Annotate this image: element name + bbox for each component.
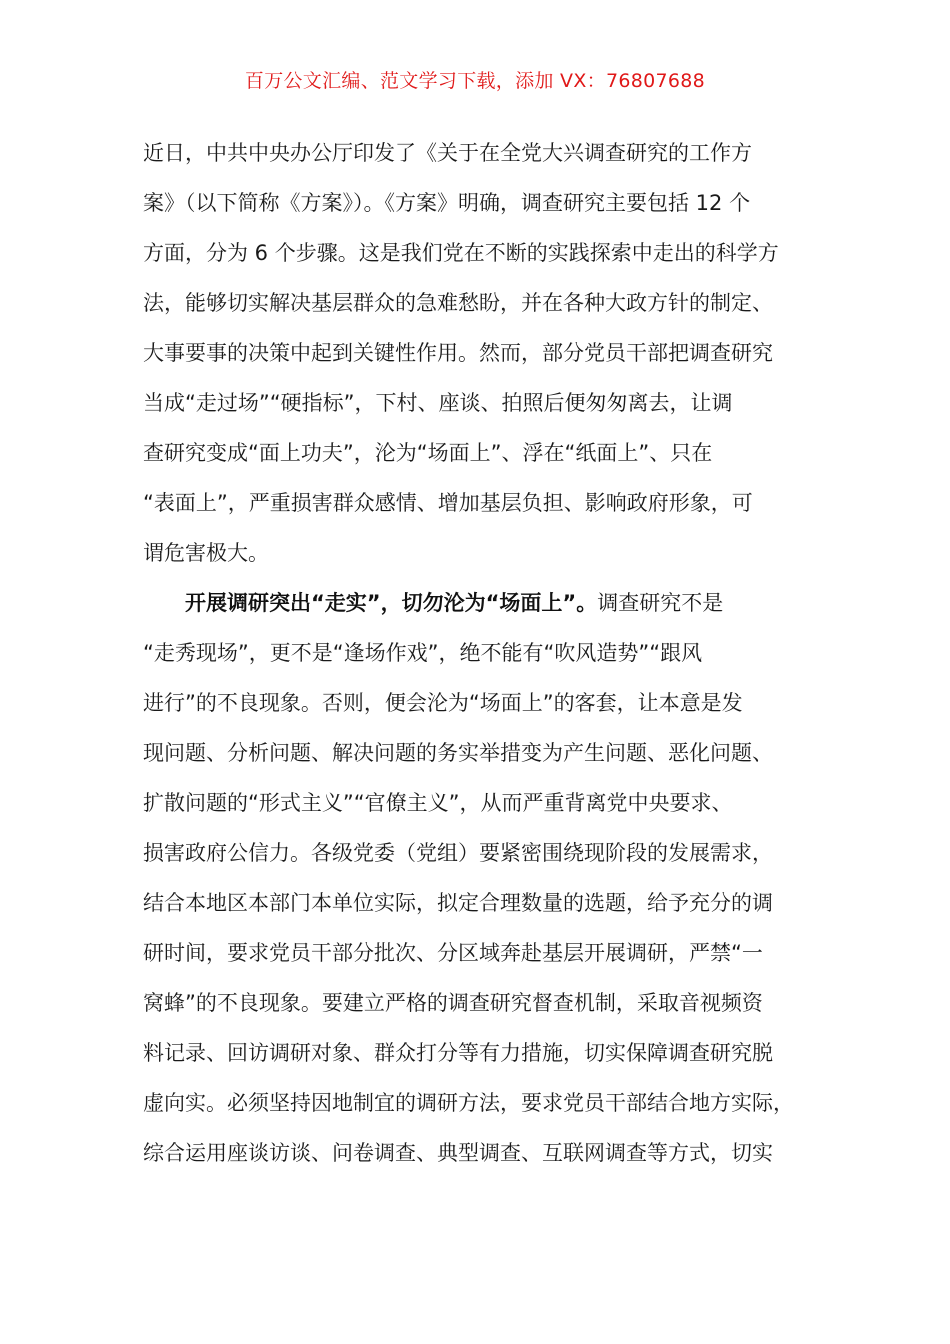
heading-continuation: 调查研究不是: [597, 591, 724, 615]
paragraph-field-research: [143, 578, 811, 1178]
article-body: [143, 128, 811, 1178]
text-line: 研时间，要求党员干部分批次、分区域奔赴基层开展调研，严禁“一: [143, 941, 763, 965]
text-line-first: [143, 578, 811, 628]
promo-header: 百万公文汇编、范文学习下载，添加 VX：76807688: [244, 70, 706, 92]
text-line: 综合运用座谈访谈、问卷调查、典型调查、互联网调查等方式，切实: [143, 1141, 773, 1165]
text-line: 结合本地区本部门本单位实际，拟定合理数量的选题，给予充分的调: [143, 891, 773, 915]
text-line: 大事要事的决策中起到关键性作用。然而，部分党员干部把调查研究: [143, 341, 773, 365]
text-line: 现问题、分析问题、解决问题的务实举措变为产生问题、恶化问题、: [143, 741, 773, 765]
text-line: 损害政府公信力。各级党委（党组）要紧密围绕现阶段的发展需求，: [143, 841, 773, 865]
text-line: 案》（以下简称《方案》）。《方案》明确，调查研究主要包括 12 个: [143, 191, 751, 215]
text-line: 方面，分为 6 个步骤。这是我们党在不断的实践探索中走出的科学方: [143, 241, 779, 265]
section-heading: 开展调研突出“走实”，切勿沦为“场面上”。: [185, 591, 598, 615]
text-line: 虚向实。必须坚持因地制宜的调研方法，要求党员干部结合地方实际，: [143, 1091, 794, 1115]
text-line: 法，能够切实解决基层群众的急难愁盼，并在各种大政方针的制定、: [143, 291, 773, 315]
text-line: 料记录、回访调研对象、群众打分等有力措施，切实保障调查研究脱: [143, 1041, 773, 1065]
text-line: 窝蜂”的不良现象。要建立严格的调查研究督查机制，采取音视频资: [143, 991, 763, 1015]
paragraph-intro: [143, 128, 811, 578]
text-line: 查研究变成“面上功夫”，沦为“场面上”、浮在“纸面上”、只在: [143, 441, 713, 465]
text-line: “走秀现场”，更不是“逢场作戏”，绝不能有“吹风造势”“跟风: [143, 641, 703, 665]
text-line: 当成“走过场”“硬指标”，下村、座谈、拍照后便匆匆离去，让调: [143, 391, 733, 415]
text-line: 扩散问题的“形式主义”“官僚主义”，从而严重背离党中央要求、: [143, 791, 733, 815]
text-line: 进行”的不良现象。否则，便会沦为“场面上”的客套，让本意是发: [143, 691, 743, 715]
text-line: 谓危害极大。: [143, 541, 269, 565]
text-line: “表面上”，严重损害群众感情、增加基层负担、影响政府形象，可: [143, 491, 753, 515]
text-line: 近日，中共中央办公厅印发了《关于在全党大兴调查研究的工作方: [143, 141, 752, 165]
